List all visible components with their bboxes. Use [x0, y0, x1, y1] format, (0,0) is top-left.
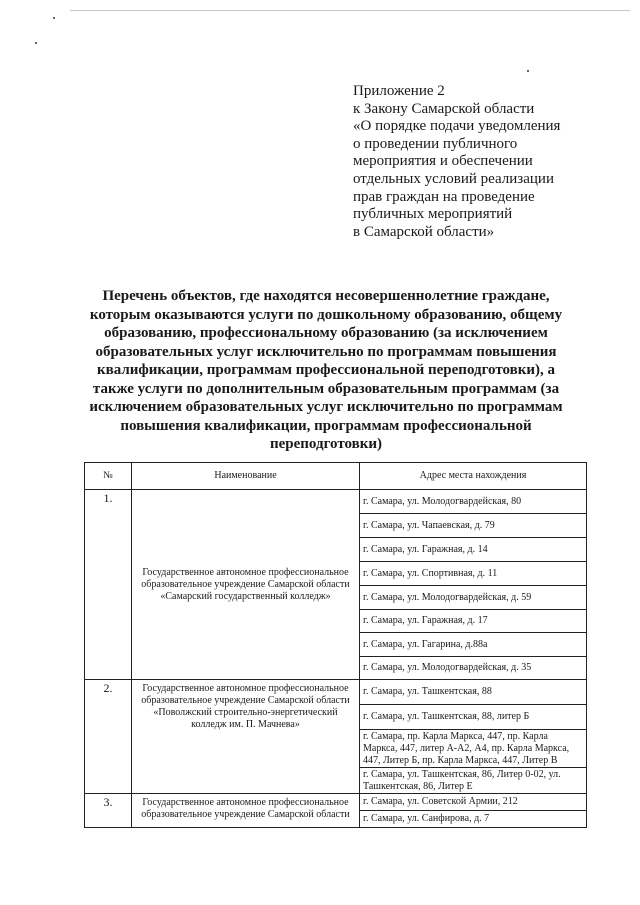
objects-table [84, 462, 587, 828]
table-row [85, 680, 587, 705]
title-line: образовательных услуг исключительно по программам повышения [95, 343, 557, 360]
title-line: переподготовки) [269, 436, 383, 452]
title-line: повышения квалификации, программам профессиональной [120, 417, 532, 434]
appendix-line: отдельных условий реализации [353, 170, 554, 187]
header-num: № [85, 463, 132, 490]
title-line: Перечень объектов, где находятся несовершеннолетние граждане, [102, 288, 550, 304]
scan-speck [527, 70, 529, 72]
entry-address: г. Самара, ул. Гаражная, д. 17 [360, 610, 587, 633]
entry-address: г. Самара, ул. Санфирова, д. 7 [360, 811, 587, 828]
scan-edge-line [70, 10, 630, 11]
entry-address: г. Самара, ул. Молодогвардейская, д. 59 [360, 586, 587, 610]
title-line: квалификации, программам профессиональной переподготовки), а [96, 362, 556, 378]
entry-address: г. Самара, ул. Ташкентская, 88, литер Б [360, 705, 587, 730]
table-header-row [85, 463, 587, 490]
entry-address: г. Самара, пр. Карла Маркса, 447, пр. Карла Маркса, 447, литер А-А2, А4, пр. Карла Маркса, 447, Литер Б, пр. Карла Маркса, 447, Литер В [360, 730, 587, 768]
entry-address: г. Самара, ул. Ташкентская, 86, Литер 0-02, ул. Ташкентская, 86, Литер Е [360, 768, 587, 794]
appendix-line: прав граждан на проведение [353, 188, 535, 205]
appendix-line: о проведении публичного [353, 135, 518, 152]
appendix-header [353, 83, 613, 241]
title-line: образованию, профессиональному образованию (за исключением [104, 325, 548, 341]
entry-address: г. Самара, ул. Спортивная, д. 11 [360, 562, 587, 586]
header-name: Наименование [132, 463, 360, 490]
entry-address: г. Самара, ул. Молодогвардейская, 80 [360, 490, 587, 514]
entry-number: 2. [85, 680, 132, 794]
scan-speck [35, 42, 37, 44]
appendix-line: «О порядке подачи уведомления [353, 118, 561, 135]
entry-number: 3. [85, 794, 132, 828]
appendix-line: публичных мероприятий [353, 206, 513, 223]
entry-name: Государственное автономное профессиональное образовательное учреждение Самарской области «Поволжский строительно-энергетический колледж им. П. Мачнева» [132, 680, 360, 794]
table-row [85, 490, 587, 514]
entry-address: г. Самара, ул. Чапаевская, д. 79 [360, 514, 587, 538]
entry-name: Государственное автономное профессиональное образовательное учреждение Самарской области [132, 794, 360, 828]
appendix-line: в Самарской области» [353, 223, 495, 240]
entry-address: г. Самара, ул. Советской Армии, 212 [360, 794, 587, 811]
title-line: исключением образовательных услуг исключительно по программам [89, 399, 563, 415]
entry-address: г. Самара, ул. Гаражная, д. 14 [360, 538, 587, 562]
table-row [85, 794, 587, 811]
header-address: Адрес места нахождения [360, 463, 587, 490]
entry-address: г. Самара, ул. Гагарина, д.88а [360, 633, 587, 657]
entry-address: г. Самара, ул. Молодогвардейская, д. 35 [360, 657, 587, 680]
appendix-line: мероприятия и обеспечении [353, 153, 533, 170]
title-line: также услуги по дополнительным образовательным программам (за [92, 380, 560, 397]
appendix-line: к Закону Самарской области [353, 100, 535, 117]
entry-address: г. Самара, ул. Ташкентская, 88 [360, 680, 587, 705]
entry-name: Государственное автономное профессиональное образовательное учреждение Самарской области «Самарский государственный колледж» [132, 490, 360, 680]
document-title [80, 287, 572, 454]
entry-number: 1. [85, 490, 132, 680]
scan-speck [53, 17, 55, 19]
title-line: которым оказываются услуги по дошкольному образованию, общему [89, 306, 563, 323]
appendix-line: Приложение 2 [353, 83, 445, 99]
